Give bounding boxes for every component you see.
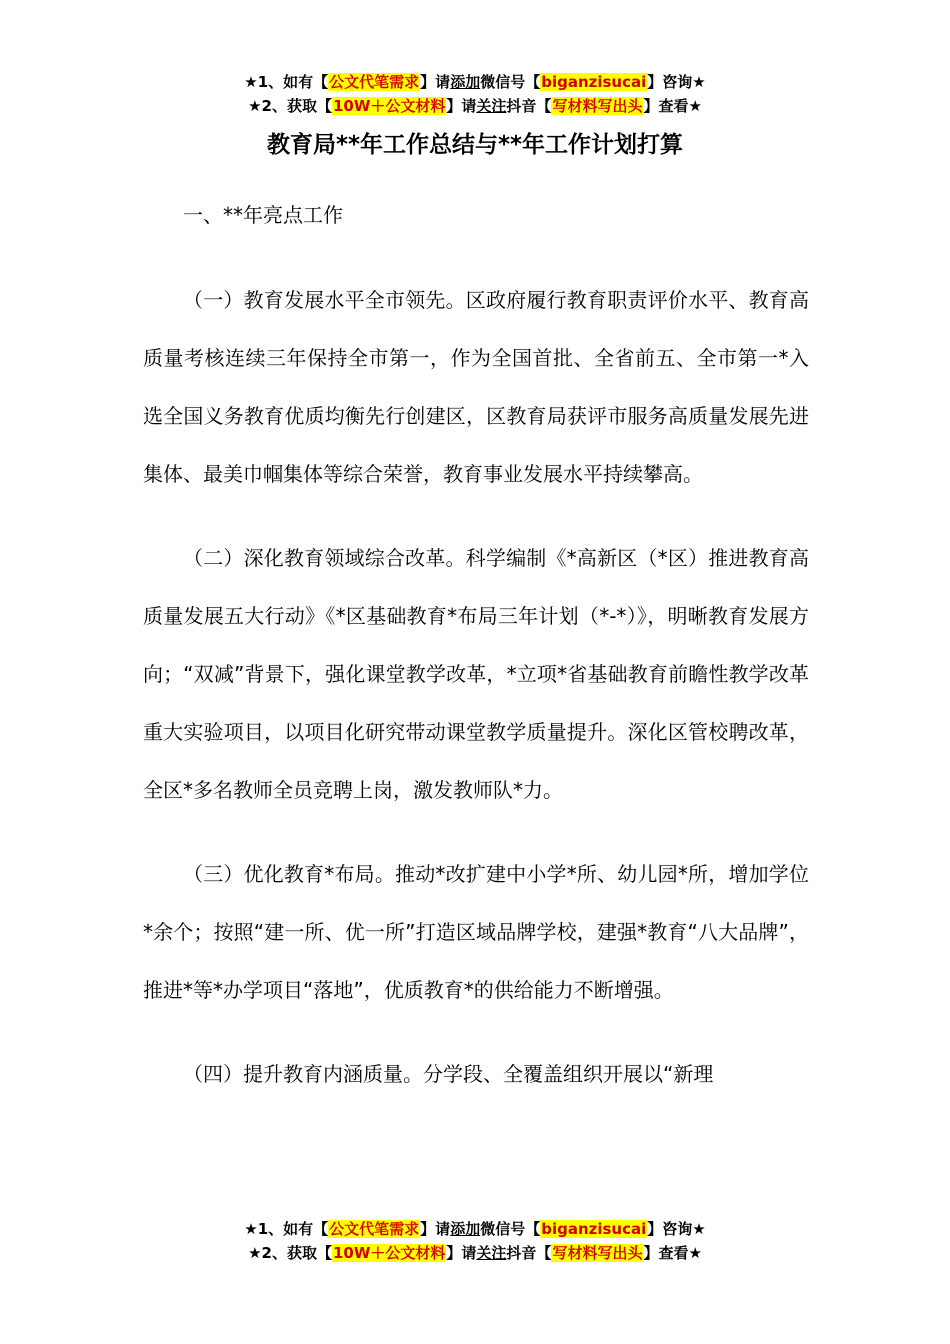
banner-text: ★1、如有【 xyxy=(244,1220,329,1238)
banner-text: 】请 xyxy=(420,1220,451,1238)
highlight-douyin: 写材料写出头 xyxy=(552,1244,643,1262)
banner-line-1 xyxy=(0,1217,950,1241)
underlined-text: 添加 xyxy=(450,73,481,91)
footer-banner xyxy=(0,1217,950,1265)
banner-text: 微信号【 xyxy=(480,1220,541,1238)
paragraph: （一）教育发展水平全市领先。区政府履行教育职责评价水平、教育高质量考核连续三年保持全市第一，作为全国首批、全省前五、全市第一*入选全国义务教育优质均衡先行创建区，区教育局获评市服务高质量发展先进集体、最美巾帼集体等综合荣誉，教育事业发展水平持续攀高。 xyxy=(143,288,809,486)
header-banner xyxy=(0,70,950,118)
document-body xyxy=(143,196,809,1103)
highlight-service: 公文代笔需求 xyxy=(329,1220,420,1238)
banner-text: ★2、获取【 xyxy=(248,1244,332,1262)
paragraph: （四）提升教育内涵质量。分学段、全覆盖组织开展以“新理 xyxy=(183,1062,714,1086)
document-title: 教育局**年工作总结与**年工作计划打算 xyxy=(266,132,684,158)
paragraph: （三）优化教育*布局。推动*改扩建中小学*所、幼儿园*所，增加学位*余个；按照“建一所、优一所”打造区域品牌学校，建强*教育“八大品牌”，推进*等*办学项目“落地”，优质教育*的供给能力不断增强。 xyxy=(143,862,809,1002)
banner-text: ★1、如有【 xyxy=(244,73,329,91)
underlined-text: 关注 xyxy=(476,97,507,115)
highlight-materials: 10W＋公文材料 xyxy=(332,97,446,115)
banner-line-1 xyxy=(0,70,950,94)
banner-line-2 xyxy=(0,94,950,118)
section-heading: 一、**年亮点工作 xyxy=(183,203,343,227)
banner-text: ★2、获取【 xyxy=(248,97,332,115)
highlight-douyin: 写材料写出头 xyxy=(552,97,643,115)
banner-text: 微信号【 xyxy=(480,73,541,91)
paragraph: （二）深化教育领域综合改革。科学编制《*高新区（*区）推进教育高质量发展五大行动》《*区基础教育*布局三年计划（*-*）》，明晰教育发展方向；“双减”背景下，强化课堂教学改革，*立项*省基础教育前瞻性教学改革重大实验项目，以项目化研究带动课堂教学质量提升。深化区管校聘改革，全区*多名教师全员竞聘上岗，激发教师队*力。 xyxy=(143,546,809,802)
banner-text: 】查看★ xyxy=(643,97,702,115)
highlight-wechat-id: biganzisucai xyxy=(541,73,647,91)
banner-text: 】咨询★ xyxy=(647,73,706,91)
highlight-wechat-id: biganzisucai xyxy=(541,1220,647,1238)
highlight-service: 公文代笔需求 xyxy=(329,73,420,91)
underlined-text: 添加 xyxy=(450,1220,481,1238)
underlined-text: 关注 xyxy=(476,1244,507,1262)
banner-line-2 xyxy=(0,1241,950,1265)
banner-text: 抖音【 xyxy=(506,1244,552,1262)
banner-text: 】请 xyxy=(446,1244,477,1262)
banner-text: 】请 xyxy=(446,97,477,115)
banner-text: 】咨询★ xyxy=(647,1220,706,1238)
banner-text: 抖音【 xyxy=(506,97,552,115)
banner-text: 】查看★ xyxy=(643,1244,702,1262)
banner-text: 】请 xyxy=(420,73,451,91)
highlight-materials: 10W＋公文材料 xyxy=(332,1244,446,1262)
